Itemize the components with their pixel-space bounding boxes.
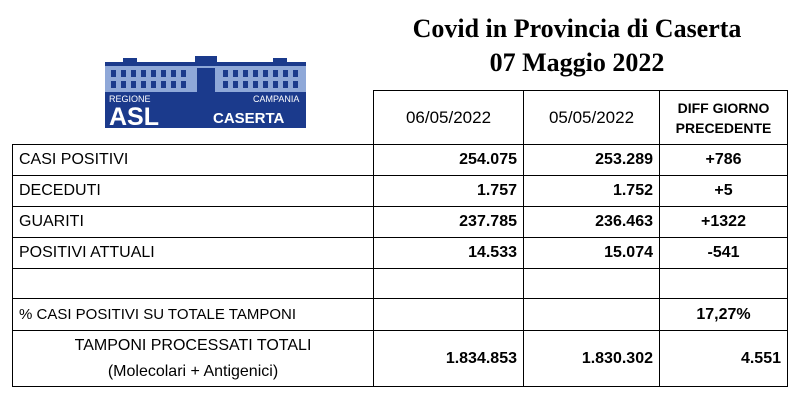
row-value-1: 1.757 (374, 176, 524, 207)
empty-row (13, 269, 788, 299)
row-value-2: 15.074 (524, 238, 660, 269)
header-diff-line-1: DIFF GIORNO (677, 99, 770, 116)
header-spacer (13, 91, 374, 145)
page-title (372, 12, 782, 80)
pct-value: 17,27% (660, 299, 788, 331)
row-value-1: 254.075 (374, 145, 524, 176)
row-value-2: 236.463 (524, 207, 660, 238)
tamponi-value-2: 1.830.302 (524, 331, 660, 387)
row-diff: -541 (660, 238, 788, 269)
tamponi-row (13, 331, 788, 387)
header-row (13, 91, 788, 145)
row-label: GUARITI (13, 207, 374, 238)
logo-campania-text: CAMPANIA (253, 94, 300, 104)
empty-cell (524, 299, 660, 331)
title-line-1: Covid in Provincia di Caserta (412, 14, 742, 43)
title-line-2: 07 Maggio 2022 (489, 48, 665, 77)
table-row (13, 145, 788, 176)
row-diff: +5 (660, 176, 788, 207)
logo-regione-text: REGIONE (109, 94, 151, 104)
row-label: POSITIVI ATTUALI (13, 238, 374, 269)
table-row (13, 207, 788, 238)
logo-caserta-text: CASERTA (213, 110, 285, 127)
row-value-2: 253.289 (524, 145, 660, 176)
header-date-2: 05/05/2022 (524, 91, 660, 145)
row-label: DECEDUTI (13, 176, 374, 207)
row-value-1: 237.785 (374, 207, 524, 238)
empty-cell (374, 269, 524, 299)
tamponi-label-line-1: TAMPONI PROCESSATI TOTALI (74, 336, 312, 354)
empty-cell (374, 299, 524, 331)
empty-cell (13, 269, 374, 299)
header-date-1: 06/05/2022 (374, 91, 524, 145)
header-diff-line-2: PRECEDENTE (675, 119, 772, 136)
logo-asl-text: ASL (109, 103, 159, 128)
table-row (13, 238, 788, 269)
tamponi-diff: 4.551 (660, 331, 788, 387)
empty-cell (660, 269, 788, 299)
pct-label: % CASI POSITIVI SU TOTALE TAMPONI (13, 299, 374, 331)
table-row (13, 176, 788, 207)
tamponi-value-1: 1.834.853 (374, 331, 524, 387)
pct-row (13, 299, 788, 331)
tamponi-label-line-2: (Molecolari + Antigenici) (107, 362, 279, 380)
row-diff: +1322 (660, 207, 788, 238)
row-value-1: 14.533 (374, 238, 524, 269)
row-label: CASI POSITIVI (13, 145, 374, 176)
row-diff: +786 (660, 145, 788, 176)
empty-cell (524, 269, 660, 299)
tamponi-label (13, 331, 374, 387)
row-value-2: 1.752 (524, 176, 660, 207)
covid-data-table (12, 90, 788, 387)
header-diff (660, 91, 788, 145)
